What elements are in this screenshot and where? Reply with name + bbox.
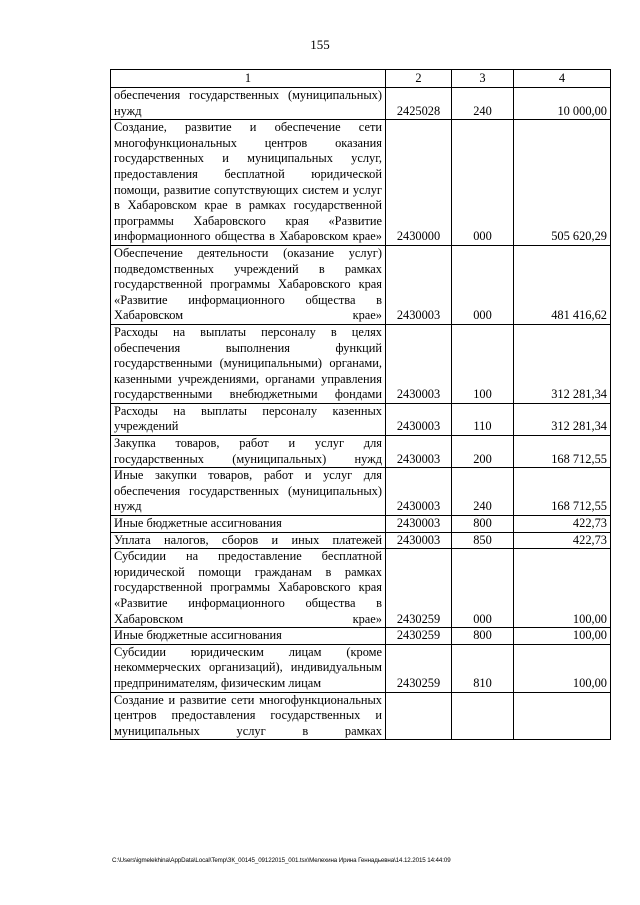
row-amount: 100,00 [514, 549, 611, 628]
row-description: Иные бюджетные ассигнования [111, 516, 386, 533]
row-expense-type [452, 692, 514, 740]
page-number: 155 [310, 37, 330, 52]
row-description: Расходы на выплаты персоналу казенных учреждений [111, 403, 386, 435]
row-description: обеспечения государственных (муниципальных) нужд [111, 88, 386, 120]
row-description: Обеспечение деятельности (оказание услуг) подведомственных учреждений в рамках государственной программы Хабаровского края «Развитие информационного общества в Хабаровском крае» [111, 245, 386, 324]
row-description: Иные бюджетные ассигнования [111, 628, 386, 645]
row-amount: 100,00 [514, 644, 611, 692]
row-amount: 10 000,00 [514, 88, 611, 120]
header-col-3: 3 [452, 70, 514, 88]
row-amount: 422,73 [514, 532, 611, 549]
file-path-footer: C:\Users\igmelekhina\AppData\Local\Temp\ЗК_00145_09122015_001.tsx\Мелехина Ирина Геннадьевна\14.12.2015 14:44:09 [112, 857, 451, 864]
row-expense-type: 200 [452, 436, 514, 468]
row-expense-type: 800 [452, 516, 514, 533]
row-expense-type: 100 [452, 324, 514, 403]
table-row [111, 468, 611, 516]
table-row [111, 532, 611, 549]
header-col-2: 2 [386, 70, 452, 88]
row-description: Субсидии юридическим лицам (кроме некоммерческих организаций), индивидуальным предпринимателям, физическим лицам [111, 644, 386, 692]
table-row [111, 324, 611, 403]
row-target-code: 2430003 [386, 516, 452, 533]
row-expense-type: 850 [452, 532, 514, 549]
row-amount: 481 416,62 [514, 245, 611, 324]
table-row [111, 120, 611, 246]
row-target-code: 2430003 [386, 324, 452, 403]
row-expense-type: 110 [452, 403, 514, 435]
row-target-code: 2430259 [386, 644, 452, 692]
table-row [111, 88, 611, 120]
row-target-code: 2430003 [386, 245, 452, 324]
table-row [111, 644, 611, 692]
row-description: Создание и развитие сети многофункциональных центров предоставления государственных и муниципальных услуг в рамках [111, 692, 386, 740]
row-target-code: 2430003 [386, 532, 452, 549]
row-amount: 168 712,55 [514, 468, 611, 516]
row-expense-type: 810 [452, 644, 514, 692]
row-amount [514, 692, 611, 740]
row-description: Субсидии на предоставление бесплатной юридической помощи гражданам в рамках государственной программы Хабаровского края «Развитие информационного общества в Хабаровском крае» [111, 549, 386, 628]
row-expense-type: 000 [452, 549, 514, 628]
row-description: Создание, развитие и обеспечение сети многофункциональных центров оказания государственных и муниципальных услуг, предоставления бесплатной юридической помощи, развитие сопутствующих систем и услуг в Хабаровском крае в рамках государственной программы Хабаровского края «Развитие информационного общества в Хабаровском крае» [111, 120, 386, 246]
table-header-row [111, 70, 611, 88]
row-target-code: 2430259 [386, 549, 452, 628]
row-amount: 505 620,29 [514, 120, 611, 246]
table-row [111, 436, 611, 468]
row-expense-type: 000 [452, 245, 514, 324]
table-row [111, 692, 611, 740]
row-target-code [386, 692, 452, 740]
row-target-code: 2425028 [386, 88, 452, 120]
row-amount: 168 712,55 [514, 436, 611, 468]
row-amount: 422,73 [514, 516, 611, 533]
row-amount: 100,00 [514, 628, 611, 645]
row-target-code: 2430003 [386, 436, 452, 468]
row-expense-type: 000 [452, 120, 514, 246]
row-target-code: 2430003 [386, 468, 452, 516]
row-expense-type: 240 [452, 468, 514, 516]
row-description: Иные закупки товаров, работ и услуг для обеспечения государственных (муниципальных) нужд [111, 468, 386, 516]
row-target-code: 2430000 [386, 120, 452, 246]
table-row [111, 549, 611, 628]
table-row [111, 628, 611, 645]
row-amount: 312 281,34 [514, 403, 611, 435]
table-row [111, 245, 611, 324]
table-row [111, 516, 611, 533]
header-col-1: 1 [111, 70, 386, 88]
row-expense-type: 800 [452, 628, 514, 645]
budget-table [110, 69, 611, 740]
row-description: Уплата налогов, сборов и иных платежей [111, 532, 386, 549]
row-amount: 312 281,34 [514, 324, 611, 403]
row-target-code: 2430259 [386, 628, 452, 645]
row-description: Закупка товаров, работ и услуг для государственных (муниципальных) нужд [111, 436, 386, 468]
row-description: Расходы на выплаты персоналу в целях обеспечения выполнения функций государственными (муниципальными) органами, казенными учреждениями, органами управления государственными внебюджетными фондами [111, 324, 386, 403]
row-target-code: 2430003 [386, 403, 452, 435]
header-col-4: 4 [514, 70, 611, 88]
row-expense-type: 240 [452, 88, 514, 120]
table-row [111, 403, 611, 435]
